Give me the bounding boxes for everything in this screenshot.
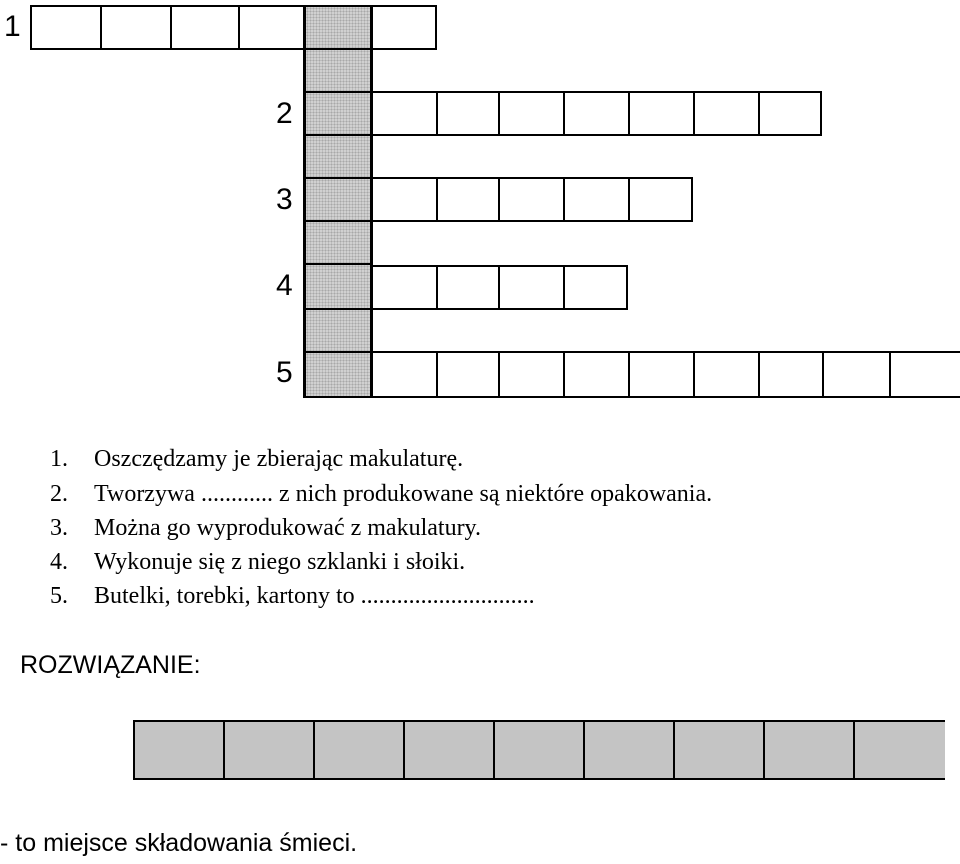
crossword-key-cell-4[interactable] <box>303 263 373 310</box>
solution-cell-8[interactable] <box>763 720 855 780</box>
crossword-cell-5-3[interactable] <box>436 351 500 398</box>
crossword-cell-1-4[interactable] <box>238 5 305 50</box>
crossword-cell-1-2[interactable] <box>100 5 172 50</box>
crossword-key-cell-1[interactable] <box>303 5 373 50</box>
solution-cell-2[interactable] <box>223 720 315 780</box>
clue-number: 5. <box>50 583 68 609</box>
clue-2 <box>50 480 712 508</box>
crossword-cell-1-3[interactable] <box>170 5 240 50</box>
crossword-key-cell-5[interactable] <box>303 351 373 398</box>
crossword-cell-3-5[interactable] <box>563 177 630 222</box>
solution-cell-1[interactable] <box>133 720 225 780</box>
clue-number: 4. <box>50 549 68 575</box>
crossword-cell-2-2[interactable] <box>371 91 438 136</box>
crossword-cell-5-8[interactable] <box>758 351 824 398</box>
crossword-cell-3-6[interactable] <box>628 177 693 222</box>
solution-hint: - to miejsce składowania śmieci. <box>0 829 358 857</box>
solution-cell-6[interactable] <box>583 720 675 780</box>
clue-number: 3. <box>50 515 68 541</box>
crossword-key-filler-a <box>303 48 373 93</box>
crossword-cell-1-6[interactable] <box>371 5 437 50</box>
row-number-5: 5 <box>276 356 293 389</box>
solution-cell-3[interactable] <box>313 720 405 780</box>
crossword-cell-4-4[interactable] <box>498 265 565 310</box>
clue-1 <box>50 445 463 473</box>
crossword-cell-5-5[interactable] <box>563 351 630 398</box>
crossword-cell-4-2[interactable] <box>371 265 438 310</box>
crossword-key-filler-b <box>303 134 373 179</box>
crossword-cell-2-8[interactable] <box>758 91 822 136</box>
crossword-key-cell-2[interactable] <box>303 91 373 136</box>
crossword-cell-2-4[interactable] <box>498 91 565 136</box>
crossword-cell-3-2[interactable] <box>371 177 438 222</box>
crossword-cell-4-3[interactable] <box>436 265 500 310</box>
solution-cell-4[interactable] <box>403 720 495 780</box>
solution-cell-5[interactable] <box>493 720 585 780</box>
crossword-cell-5-2[interactable] <box>371 351 438 398</box>
crossword-cell-3-4[interactable] <box>498 177 565 222</box>
row-number-1: 1 <box>4 10 21 43</box>
clue-4 <box>50 548 465 576</box>
crossword-cell-2-3[interactable] <box>436 91 500 136</box>
crossword-cell-5-4[interactable] <box>498 351 565 398</box>
crossword-cell-1-1[interactable] <box>30 5 102 50</box>
row-number-4: 4 <box>276 269 293 302</box>
clue-text: Oszczędzamy je zbierając makulaturę. <box>94 446 464 472</box>
crossword-cell-5-7[interactable] <box>693 351 760 398</box>
clue-3 <box>50 514 481 542</box>
crossword-cell-2-5[interactable] <box>563 91 630 136</box>
solution-cell-7[interactable] <box>673 720 765 780</box>
clue-text: Można go wyprodukować z makulatury. <box>94 515 481 541</box>
crossword-cell-5-9[interactable] <box>822 351 891 398</box>
crossword-key-filler-d <box>303 308 373 353</box>
clue-5 <box>50 582 535 610</box>
crossword-cell-3-3[interactable] <box>436 177 500 222</box>
row-number-3: 3 <box>276 183 293 216</box>
clue-number: 2. <box>50 481 68 507</box>
crossword-key-cell-3[interactable] <box>303 177 373 222</box>
clue-text: Tworzywa ............ z nich produkowane są niektóre opakowania. <box>94 481 713 507</box>
crossword-cell-2-6[interactable] <box>628 91 695 136</box>
crossword-cell-5-10[interactable] <box>889 351 960 398</box>
solution-cell-9[interactable] <box>853 720 945 780</box>
crossword-cell-2-7[interactable] <box>693 91 760 136</box>
crossword-cell-5-6[interactable] <box>628 351 695 398</box>
clue-text: Wykonuje się z niego szklanki i słoiki. <box>94 549 466 575</box>
crossword-cell-4-5[interactable] <box>563 265 628 310</box>
row-number-2: 2 <box>276 97 293 130</box>
clue-text: Butelki, torebki, kartony to ............................. <box>94 583 535 609</box>
clue-number: 1. <box>50 446 68 472</box>
solution-label: ROZWIĄZANIE: <box>20 651 201 679</box>
crossword-key-filler-c <box>303 220 373 265</box>
